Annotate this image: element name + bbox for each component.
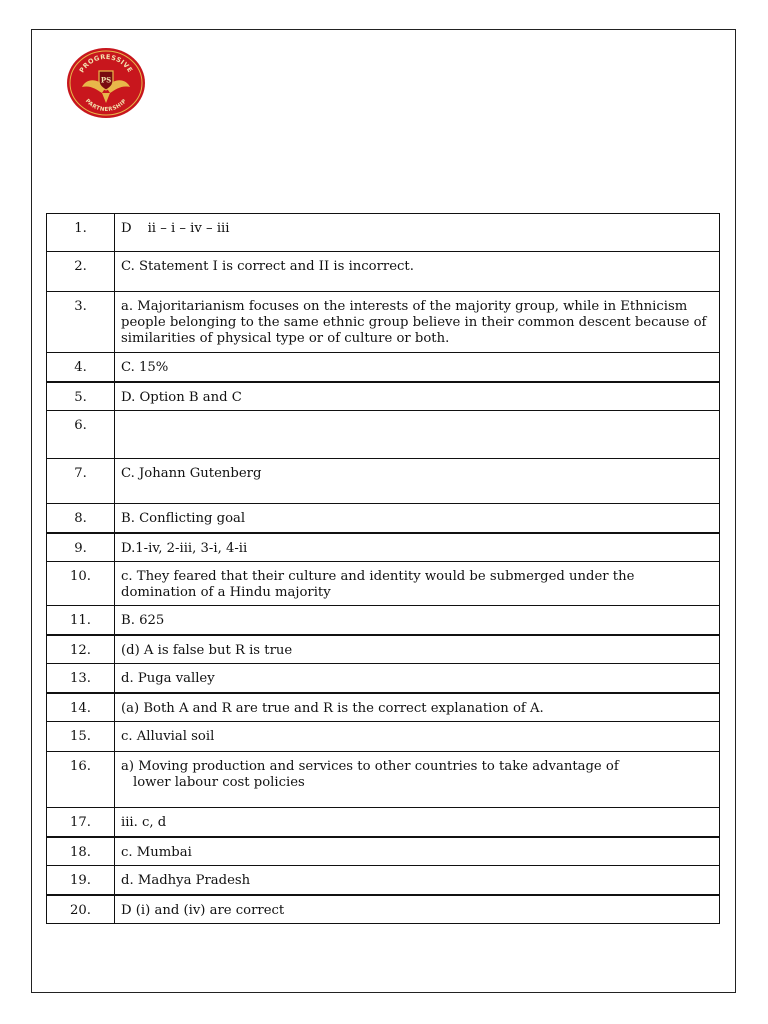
question-number: 10. [47,562,115,606]
answer-text: c. They feared that their culture and identity would be submerged under the domination of a Hindu majority [115,562,720,606]
table-row [47,252,720,292]
table-row [47,411,720,459]
answer-text [115,214,720,252]
answer-text: D.1-iv, 2-iii, 3-i, 4-ii [115,533,720,562]
question-number: 9. [47,533,115,562]
answer-text: (d) A is false but R is true [115,635,720,664]
answer-text: D (i) and (iv) are correct [115,895,720,924]
table-row [47,533,720,562]
question-number: 14. [47,693,115,722]
logo-top-text: PROGRESSIVE [77,52,135,75]
answer-text: (a) Both A and R are true and R is the correct explanation of A. [115,693,720,722]
progressive-partnership-logo [66,47,146,119]
answer-text: B. 625 [115,606,720,635]
answer-text: B. Conflicting goal [115,504,720,533]
table-row [47,693,720,722]
answer-text: iii. c, d [115,808,720,837]
answer-line-1: a) Moving production and services to other countries to take advantage of [121,759,619,774]
answer-text: d. Madhya Pradesh [115,866,720,895]
question-number: 18. [47,837,115,866]
table-row [47,459,720,504]
answer-text: d. Puga valley [115,664,720,693]
question-number: 1. [47,214,115,252]
question-number: 19. [47,866,115,895]
table-row [47,214,720,252]
question-number: 8. [47,504,115,533]
logo-center-text: PS [100,75,112,85]
question-number: 20. [47,895,115,924]
table-row [47,895,720,924]
question-number: 4. [47,353,115,382]
question-number: 13. [47,664,115,693]
answer-text: C. 15% [115,353,720,382]
answer-table [46,213,720,924]
question-number: 12. [47,635,115,664]
table-row [47,752,720,808]
table-row [47,606,720,635]
question-number: 3. [47,292,115,353]
table-row [47,292,720,353]
question-number: 15. [47,722,115,752]
answer-text: a. Majoritarianism focuses on the interests of the majority group, while in Ethnicism people belonging to the same ethnic group believe in their common descent because of similarities of physical type or of culture or both. [115,292,720,353]
logo-bottom-text: PARTNERSHIP [83,98,129,114]
answer-sequence: ii – i – iv – iii [147,221,230,236]
table-row [47,382,720,411]
question-number: 2. [47,252,115,292]
answer-text: c. Alluvial soil [115,722,720,752]
table-row [47,353,720,382]
answer-option: D [121,221,132,236]
table-row [47,562,720,606]
answer-text [115,411,720,459]
question-number: 16. [47,752,115,808]
answer-text: c. Mumbai [115,837,720,866]
table-row [47,866,720,895]
answer-text: C. Johann Gutenberg [115,459,720,504]
answer-line-2: lower labour cost policies [133,775,305,790]
table-row [47,504,720,533]
table-row [47,837,720,866]
table-row [47,722,720,752]
question-number: 5. [47,382,115,411]
question-number: 7. [47,459,115,504]
answer-text: D. Option B and C [115,382,720,411]
table-row [47,664,720,693]
table-row [47,808,720,837]
question-number: 17. [47,808,115,837]
answer-text [115,752,720,808]
table-row [47,635,720,664]
question-number: 11. [47,606,115,635]
answer-text: C. Statement I is correct and II is incorrect. [115,252,720,292]
question-number: 6. [47,411,115,459]
